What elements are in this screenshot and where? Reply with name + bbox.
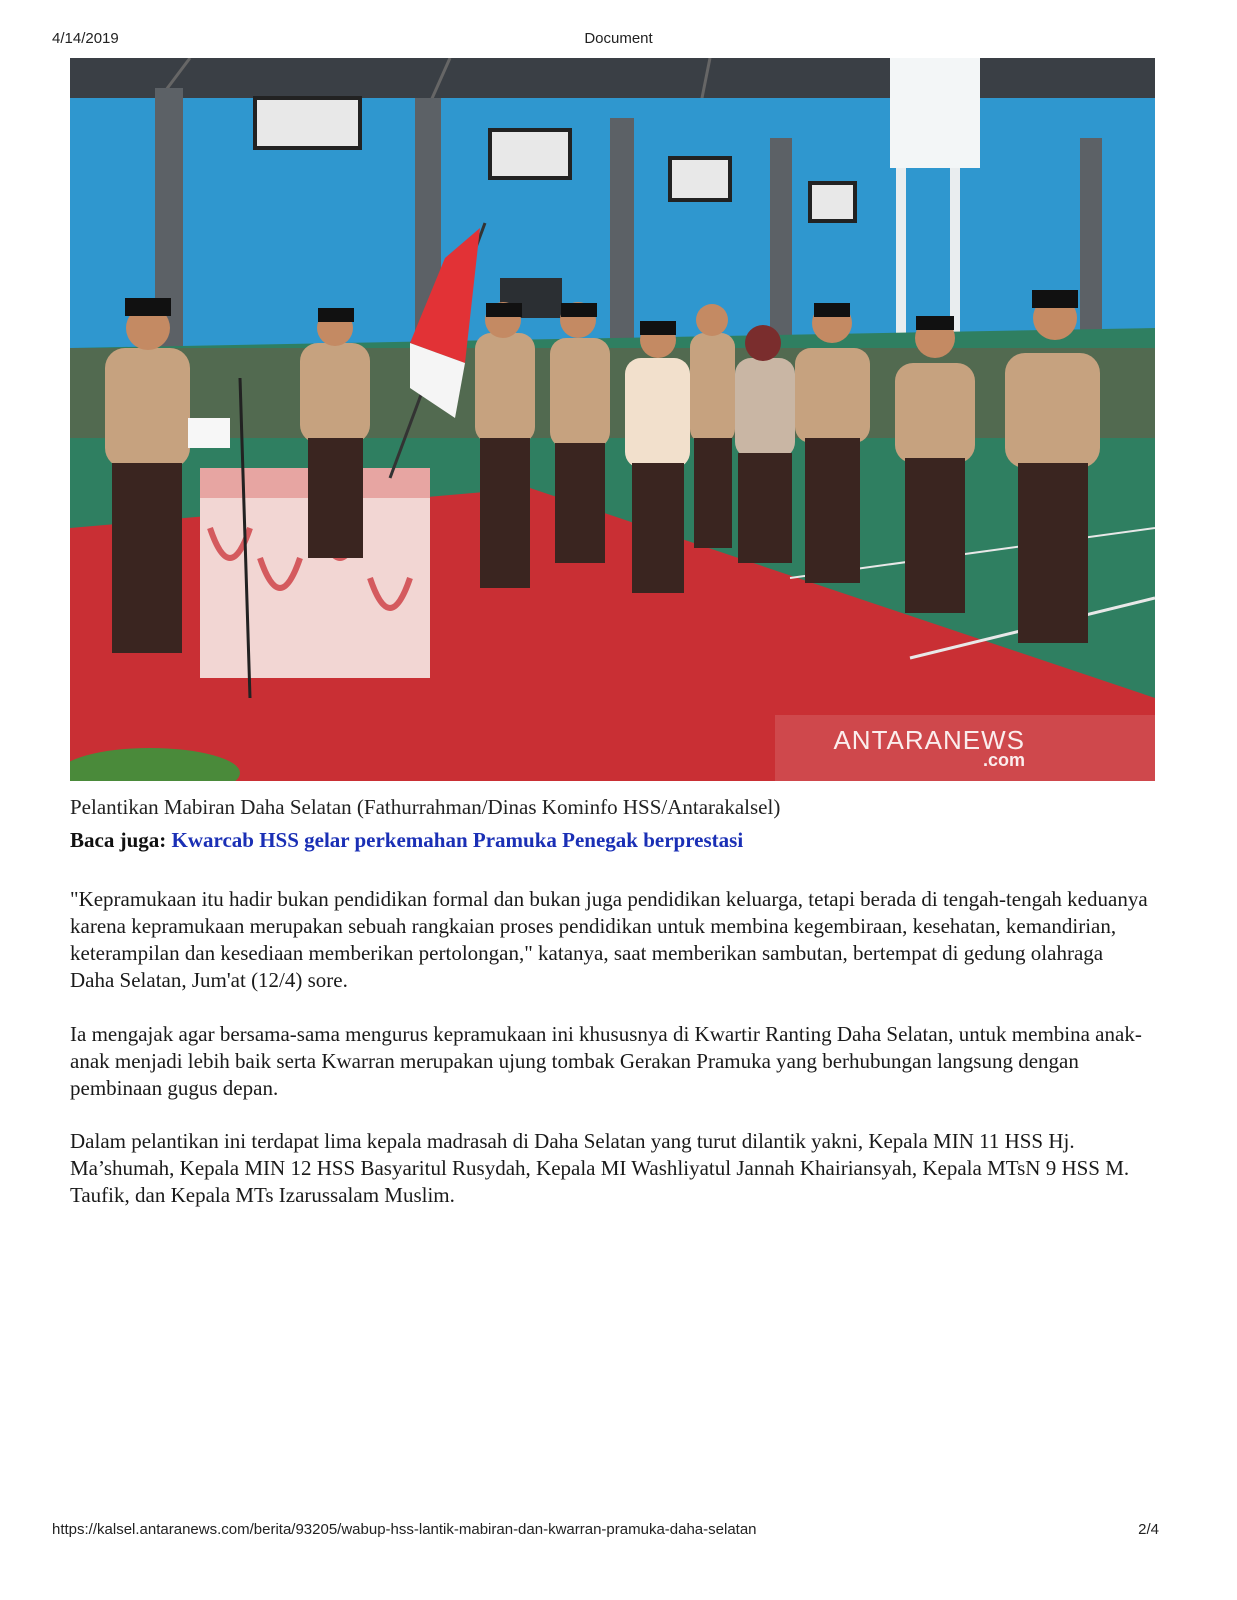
article-paragraph: Ia mengajak agar bersama-sama mengurus kepramukaan ini khususnya di Kwartir Ranting Daha Selatan, untuk membina anak-anak menjadi lebih baik serta Kwarran merupakan ujung tombak Gerakan Pramuka yang berhubungan langsung dengan pembinaan gugus depan. — [70, 1022, 1142, 1100]
news-photo — [70, 58, 1155, 781]
article-paragraph: Dalam pelantikan ini terdapat lima kepala madrasah di Daha Selatan yang turut dilantik yakni, Kepala MIN 11 HSS Hj. Ma’shumah, Kepala MIN 12 HSS Basyaritul Rusydah, Kepala MI Washliyatul Jannah Khairiansyah, Kepala MTsN 9 HSS M. Taufik, dan Kepala MTs Izarussalam Muslim. — [70, 1129, 1130, 1207]
scout-ceremony-photo — [70, 58, 1155, 781]
photo-caption: Pelantikan Mabiran Daha Selatan (Fathurrahman/Dinas Kominfo HSS/Antarakalsel) — [70, 795, 781, 819]
page-number: 2/4 — [1138, 1521, 1159, 1538]
print-date: 4/14/2019 — [52, 30, 119, 47]
antaranews-watermark: ANTARANEWS .com — [833, 725, 1025, 770]
article-paragraph: "Kepramukaan itu hadir bukan pendidikan formal dan bukan juga pendidikan keluarga, tetapi berada di tengah-tengah keduanya karena kepramukaan merupakan sebuah rangkaian proses pendidikan untuk membina kegembiraan, kesehatan, kemandirian, keterampilan dan kesediaan memberikan pertolongan," katanya, saat memberikan sambutan, bertempat di gedung olahraga Daha Selatan, Jum'at (12/4) sore. — [70, 887, 1148, 992]
read-also-label: Baca juga: — [70, 828, 167, 852]
document-title: Document — [584, 30, 653, 47]
read-also-link[interactable]: Kwarcab HSS gelar perkemahan Pramuka Penegak berprestasi — [171, 828, 744, 852]
page-url: https://kalsel.antaranews.com/berita/93205/wabup-hss-lantik-mabiran-dan-kwarran-pramuka-daha-selatan — [52, 1521, 757, 1538]
read-also — [70, 828, 743, 853]
